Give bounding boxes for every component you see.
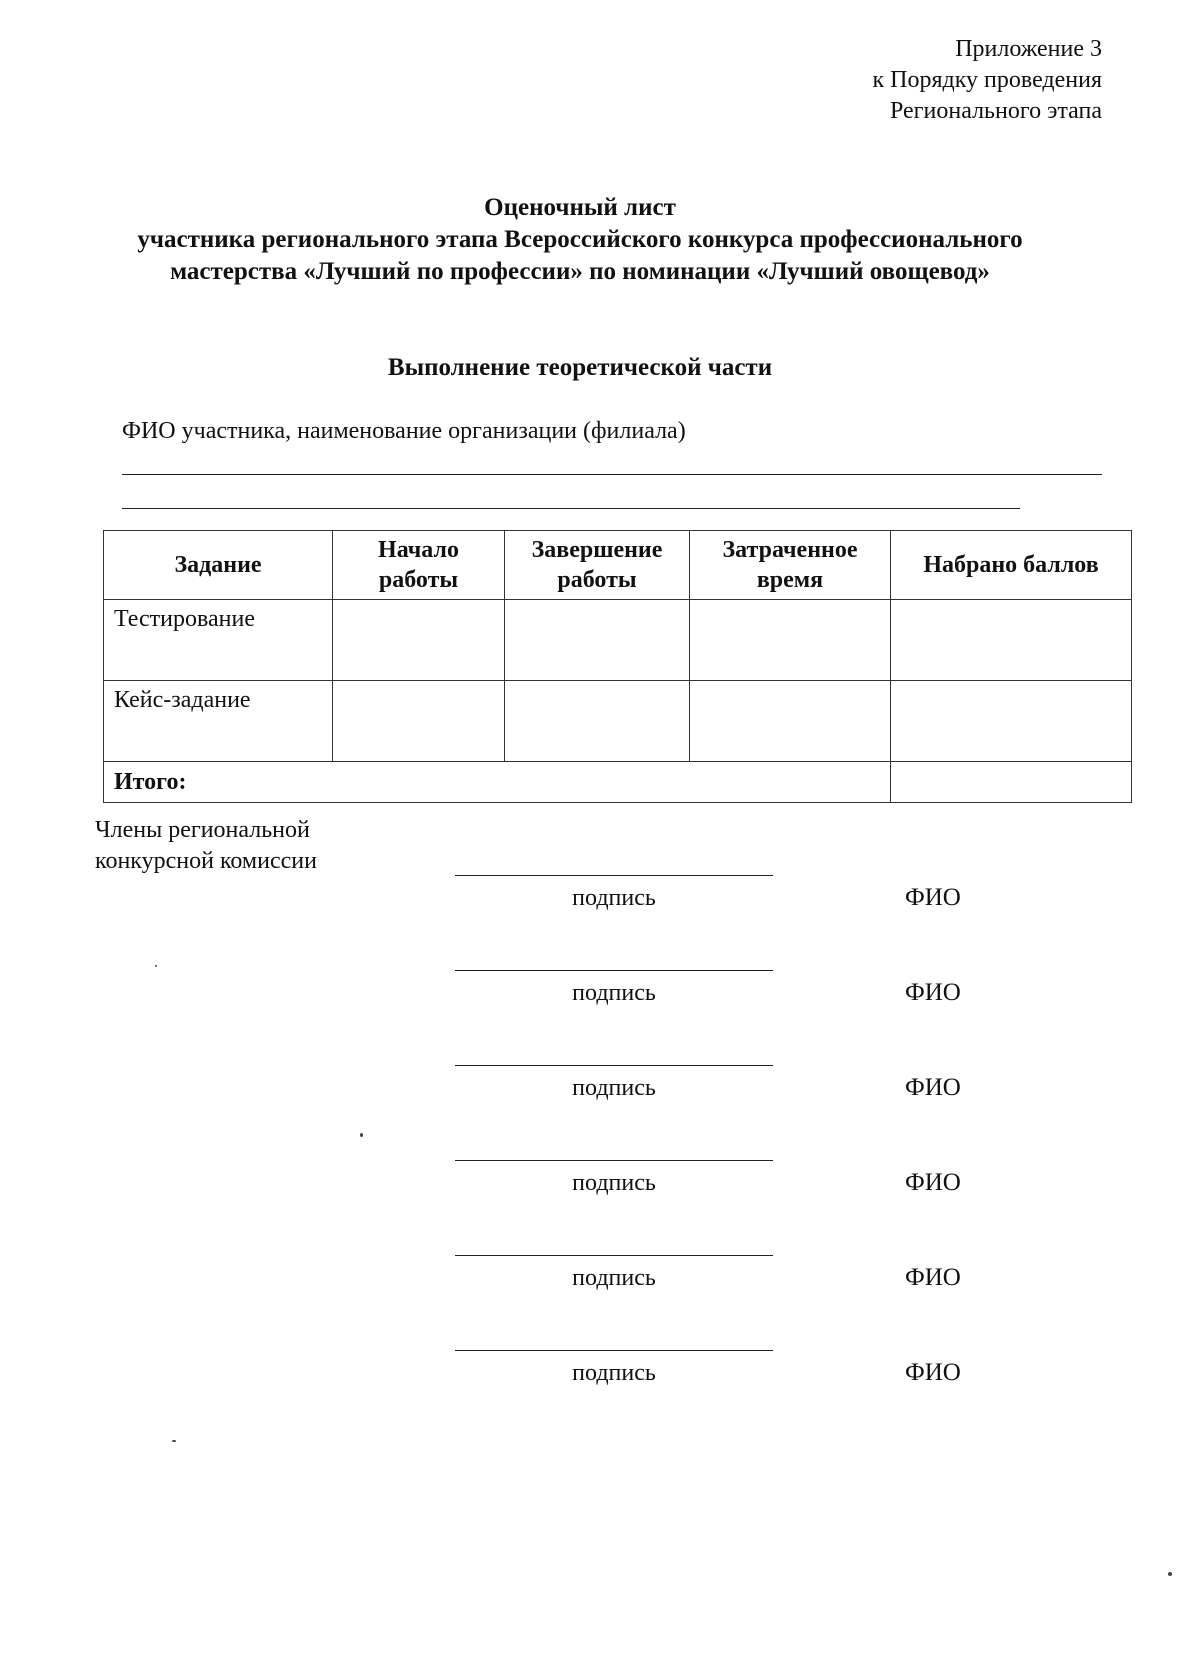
signature-label: подпись: [572, 885, 656, 911]
signature-label: подпись: [572, 1265, 656, 1291]
participant-fill-line-2: [122, 508, 1020, 509]
signature-row: [0, 1065, 1200, 1125]
table-row: [104, 681, 1132, 762]
signature-label: подпись: [572, 1075, 656, 1101]
scan-speck: [360, 1133, 363, 1137]
duration-cell: [690, 681, 891, 762]
header-score: Набрано баллов: [891, 531, 1132, 600]
score-cell: [891, 681, 1132, 762]
signature-row: [0, 1255, 1200, 1315]
end-cell: [505, 600, 690, 681]
signature-label: подпись: [572, 1360, 656, 1386]
signature-label: подпись: [572, 1170, 656, 1196]
commission-label: [95, 815, 317, 877]
commission-line-2: конкурсной комиссии: [95, 848, 317, 874]
total-row: [104, 762, 1132, 803]
signature-row: [0, 875, 1200, 935]
title-line-2: участника регионального этапа Всероссийского конкурса профессионального: [137, 226, 1023, 253]
participant-label: ФИО участника, наименование организации (филиала): [122, 418, 686, 444]
score-table: [103, 530, 1132, 803]
section-title: Выполнение теоретической части: [387, 354, 773, 381]
signature-row: [0, 1160, 1200, 1220]
table-row: [104, 600, 1132, 681]
table-header-row: [104, 531, 1132, 600]
appendix-line-1: Приложение 3: [955, 36, 1102, 62]
appendix-line-3: Регионального этапа: [889, 98, 1102, 124]
start-cell: [333, 681, 505, 762]
header-end: Завершение работы: [505, 531, 690, 600]
appendix-line-2: к Порядку проведения: [872, 67, 1102, 93]
scan-speck: [155, 965, 157, 967]
title-line-1: Оценочный лист: [484, 194, 676, 221]
header-duration: Затраченное время: [690, 531, 891, 600]
signature-line: [455, 1350, 773, 1351]
signature-row: [0, 1350, 1200, 1410]
signature-fio: ФИО: [905, 1074, 961, 1101]
scan-speck: [1168, 1572, 1172, 1576]
signature-line: [455, 875, 773, 876]
task-cell: Кейс-задание: [104, 681, 333, 762]
total-score-cell: [891, 762, 1132, 803]
participant-fill-line-1: [122, 474, 1102, 475]
signature-row: [0, 970, 1200, 1030]
signature-fio: ФИО: [905, 1169, 961, 1196]
signature-line: [455, 1065, 773, 1066]
signature-fio: ФИО: [905, 1359, 961, 1386]
appendix-note: [872, 34, 1102, 127]
signature-line: [455, 970, 773, 971]
title-line-3: мастерства «Лучший по профессии» по номинации «Лучший овощевод»: [170, 258, 990, 285]
header-task: Задание: [104, 531, 333, 600]
header-start: Начало работы: [333, 531, 505, 600]
end-cell: [505, 681, 690, 762]
scan-speck: [172, 1440, 176, 1442]
signature-fio: ФИО: [905, 884, 961, 911]
total-label: Итого:: [104, 762, 891, 803]
commission-line-1: Члены региональной: [95, 817, 310, 843]
duration-cell: [690, 600, 891, 681]
score-cell: [891, 600, 1132, 681]
document-title: [0, 192, 1160, 288]
signature-fio: ФИО: [905, 1264, 961, 1291]
task-cell: Тестирование: [104, 600, 333, 681]
signature-line: [455, 1160, 773, 1161]
signature-line: [455, 1255, 773, 1256]
signature-fio: ФИО: [905, 979, 961, 1006]
start-cell: [333, 600, 505, 681]
signature-label: подпись: [572, 980, 656, 1006]
